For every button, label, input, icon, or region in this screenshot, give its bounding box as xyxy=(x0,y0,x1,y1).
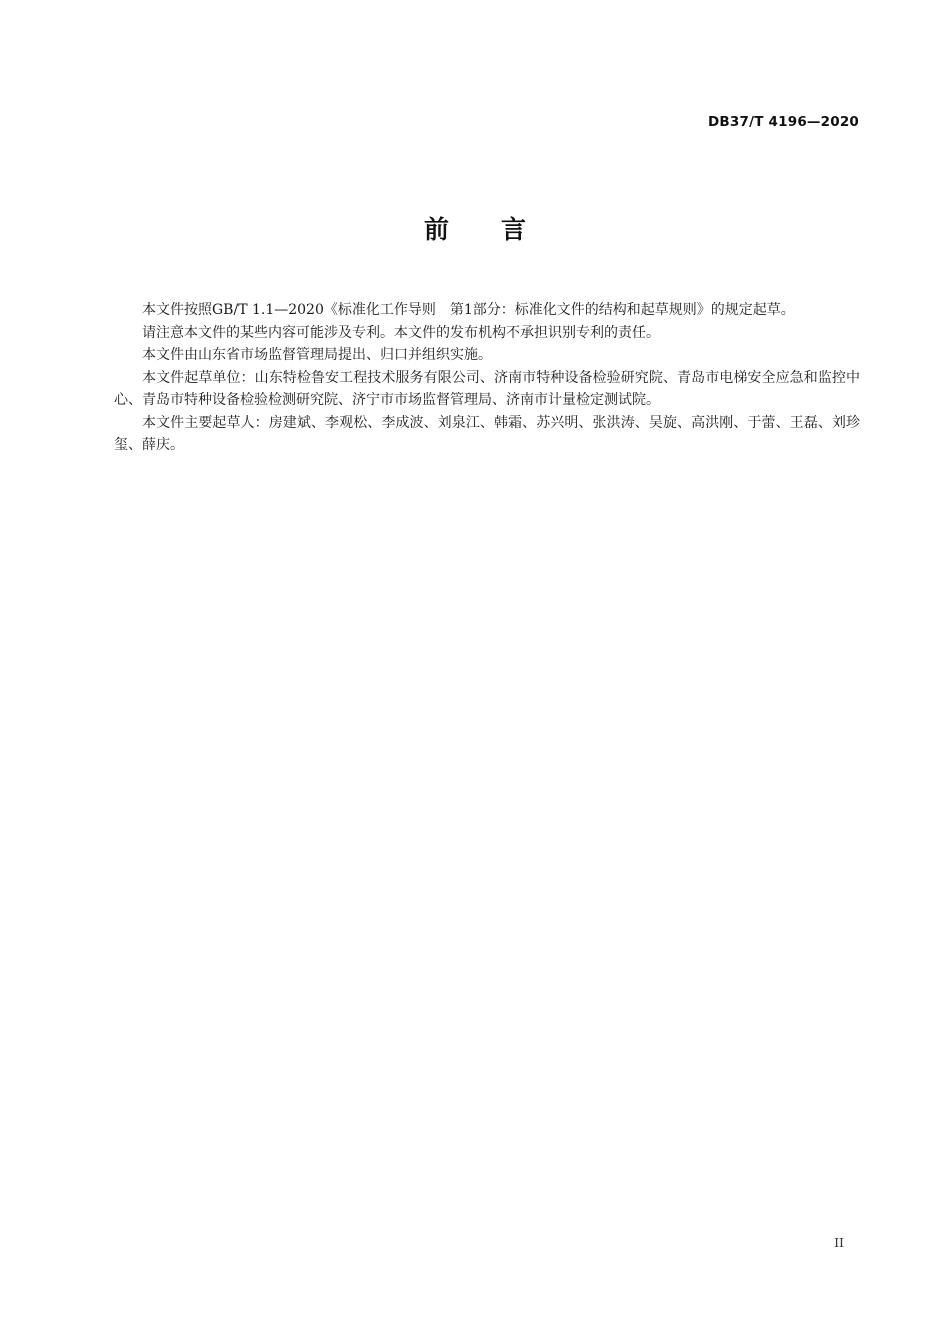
paragraph-drafting-units: 本文件起草单位：山东特检鲁安工程技术服务有限公司、济南市特种设备检验研究院、青岛市电梯安全应急和监控中心、青岛市特种设备检验检测研究院、济宁市市场监督管理局、济南市计量检定测试院。 xyxy=(114,369,860,408)
paragraph-drafters: 本文件主要起草人：房建斌、李观松、李成波、刘泉江、韩霜、苏兴明、张洪涛、吴旋、高洪刚、于蕾、王磊、刘珍玺、薛庆。 xyxy=(114,414,860,453)
paragraph-drafting-basis: 本文件按照GB/T 1.1—2020《标准化工作导则 第1部分：标准化文件的结构和起草规则》的规定起草。 xyxy=(142,302,795,318)
page-title: 前言 xyxy=(423,215,578,244)
paragraph-proposer: 本文件由山东省市场监督管理局提出、归口并组织实施。 xyxy=(142,347,492,363)
document-code: DB37/T 4196—2020 xyxy=(708,114,859,130)
foreword-body xyxy=(114,299,860,457)
paragraph-patent-notice: 请注意本文件的某些内容可能涉及专利。本文件的发布机构不承担识别专利的责任。 xyxy=(142,324,660,341)
page-number: II xyxy=(834,1235,844,1250)
